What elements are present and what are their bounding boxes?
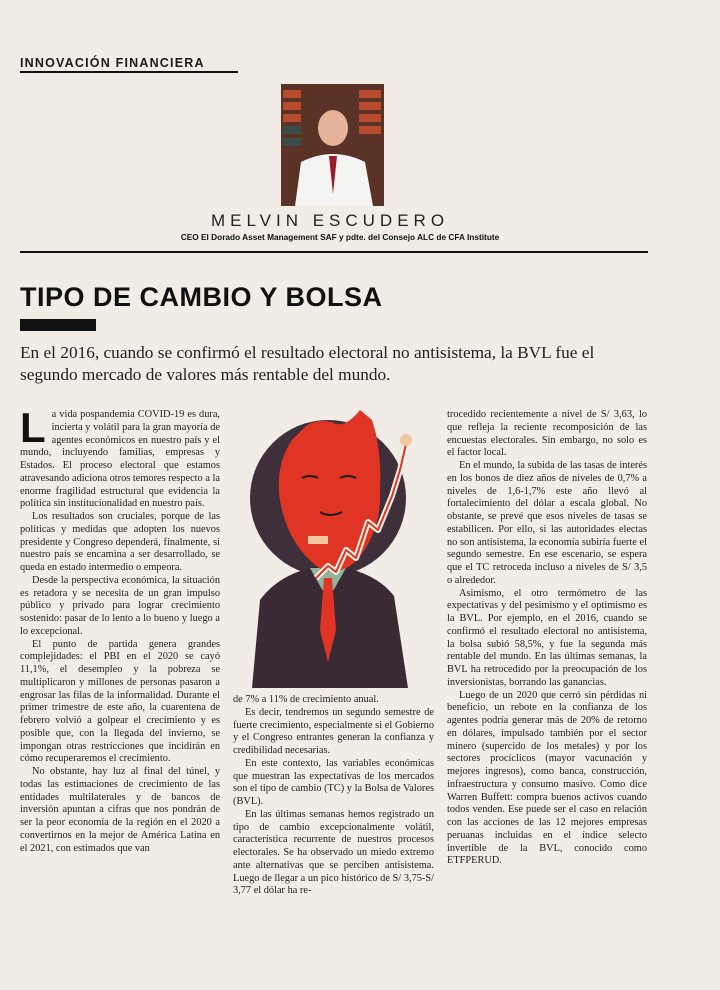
drop-cap: L [20,404,46,451]
paragraph: En las últimas semanas hemos registrado un tipo de cambio excepcionalmente volátil, característica recurrente de nuestros procesos electorales. Se ha observado un miedo extremo ante alternativas que se perciben antisistema. Luego de llegar a un pico histórico de S/ 3,75-S/ 3,77 el dólar ha re- [233,808,434,897]
deck-text: En el 2016, cuando se confirmó el resultado electoral no antisistema, la BVL fue el segundo mercado de valores más rentable del mundo. [20,343,595,384]
author-photo [281,84,384,206]
paragraph: Desde la perspectiva económica, la situación es retadora y se necesita de un gran impulso público y privado para lograr crecimiento sostenido: pasar de lo lento a lo bueno y luego a lo excepcional. [20,574,220,637]
illustration-man-with-chart [232,400,432,688]
paragraph: No obstante, hay luz al final del túnel, y todas las estimaciones de crecimiento de las entidades multilaterales y de bancos de inversión apuntan a cifras que nos pondrán de ser la peor economía de la región en el 2020 a convertirnos en la mejor de América Latina en el 2021, con estimados que van [20,766,220,854]
paragraph: En el mundo, la subida de las tasas de interés en los bonos de diez años de niveles de 0,7% a niveles de 1,6-1,7% este año llevó al fortalecimiento del dólar a escala global. No obstante, se prevé que esos niveles de tasas se estabilicen. Por ello, si las autoridades electas no son antisistema, la economía subiría fuerte el segundo semestre. En ese escenario, se espera que el TC retroceda incluso a niveles de S/ 3,5 o alrededor. [447,460,647,586]
column-2 [233,694,434,898]
paragraph: La vida pospandemia COVID-19 es dura, incierta y volátil para la gran mayoría de agentes económicos en nuestro país y el mundo, incluyendo familias, empresas y Estados. El proceso electoral que estamos atravesando adiciona otros temores respecto a la enorme fragilidad estructural que evidencia la política sin institucionalidad en nuestro país. [20,404,220,510]
paragraph: trocedido recientemente a nivel de S/ 3,63, lo que refleja la reciente recomposición de las encuestas electorales. Sin embargo, no solo es el factor local. [447,409,647,459]
headline: TIPO DE CAMBIO Y BOLSA [20,282,383,312]
section-label: INNOVACIÓN FINANCIERA [20,56,205,70]
author-name: MELVIN ESCUDERO [210,211,450,230]
author-role: CEO El Dorado Asset Management SAF y pdte. del Consejo ALC de CFA Institute [180,232,500,242]
column-1 [20,404,220,855]
headline-bar [20,319,96,331]
header-rule [20,251,648,253]
paragraph: Luego de un 2020 que cerró sin pérdidas ni beneficio, un rebote en la confianza de los agentes podría generar más de 20% de retorno en dólares, impulsado también por el sector minero (supercido de los metales) y por los sectores procíclicos (mayor vacunación y mejores ingresos), como banca, construcción, infraestructura y consumo masivo. Como dice Warren Buffett: compra buenos activos cuando todos venden. Ese puede ser el caso en relación con las acciones de las 12 mejores empresas peruanas incluidas en el índice selecto invertible de la BVL, conocido como ETFPERUD. [447,689,647,867]
paragraph: Es decir, tendremos un segundo semestre de fuerte crecimiento, especialmente si el Gobierno y el Congreso entrantes generan la confianza y credibilidad necesarias. [233,706,434,756]
paragraph: de 7% a 11% de crecimiento anual. [233,694,379,705]
column-3 [447,409,647,868]
paragraph: Los resultados son cruciales, porque de las políticas y medidas que adopten los nuevos presidente y Congreso dependerá, finalmente, si nuestro país se encamina a ser desarrollado, se queda en estado intermedio o empeora. [20,511,220,573]
paragraph: En este contexto, las variables económicas que muestran las expectativas de los mercados son el tipo de cambio (TC) y la Bolsa de Valores (BVL). [233,757,434,807]
paragraph: El punto de partida genera grandes complejidades: el PBI en el 2020 se cayó 11,1%, el desempleo y la pobreza se multiplicaron y millones de personas pasaron a engrosar las filas de la informalidad. Durante el primer trimestre de este año, la cuarentena de febrero volvió a golpear el crecimiento y es posible que, con la llegada del invierno, se impongan otras restricciones que incidirán en cómo recuperaremos el crecimiento. [20,638,220,765]
section-underline [20,71,238,73]
paragraph: Asimismo, el otro termómetro de las expectativas y del pesimismo y el optimismo es la BVL. Por ejemplo, en el 2016, cuando se confirmó el resultado electoral no antisistema, la bolsa subió 58,5%, y fue la segunda más rentable del mundo. En las últimas semanas, la BVL ha retrocedido por la preocupación de los inversionistas, borrando las ganancias. [447,587,647,688]
